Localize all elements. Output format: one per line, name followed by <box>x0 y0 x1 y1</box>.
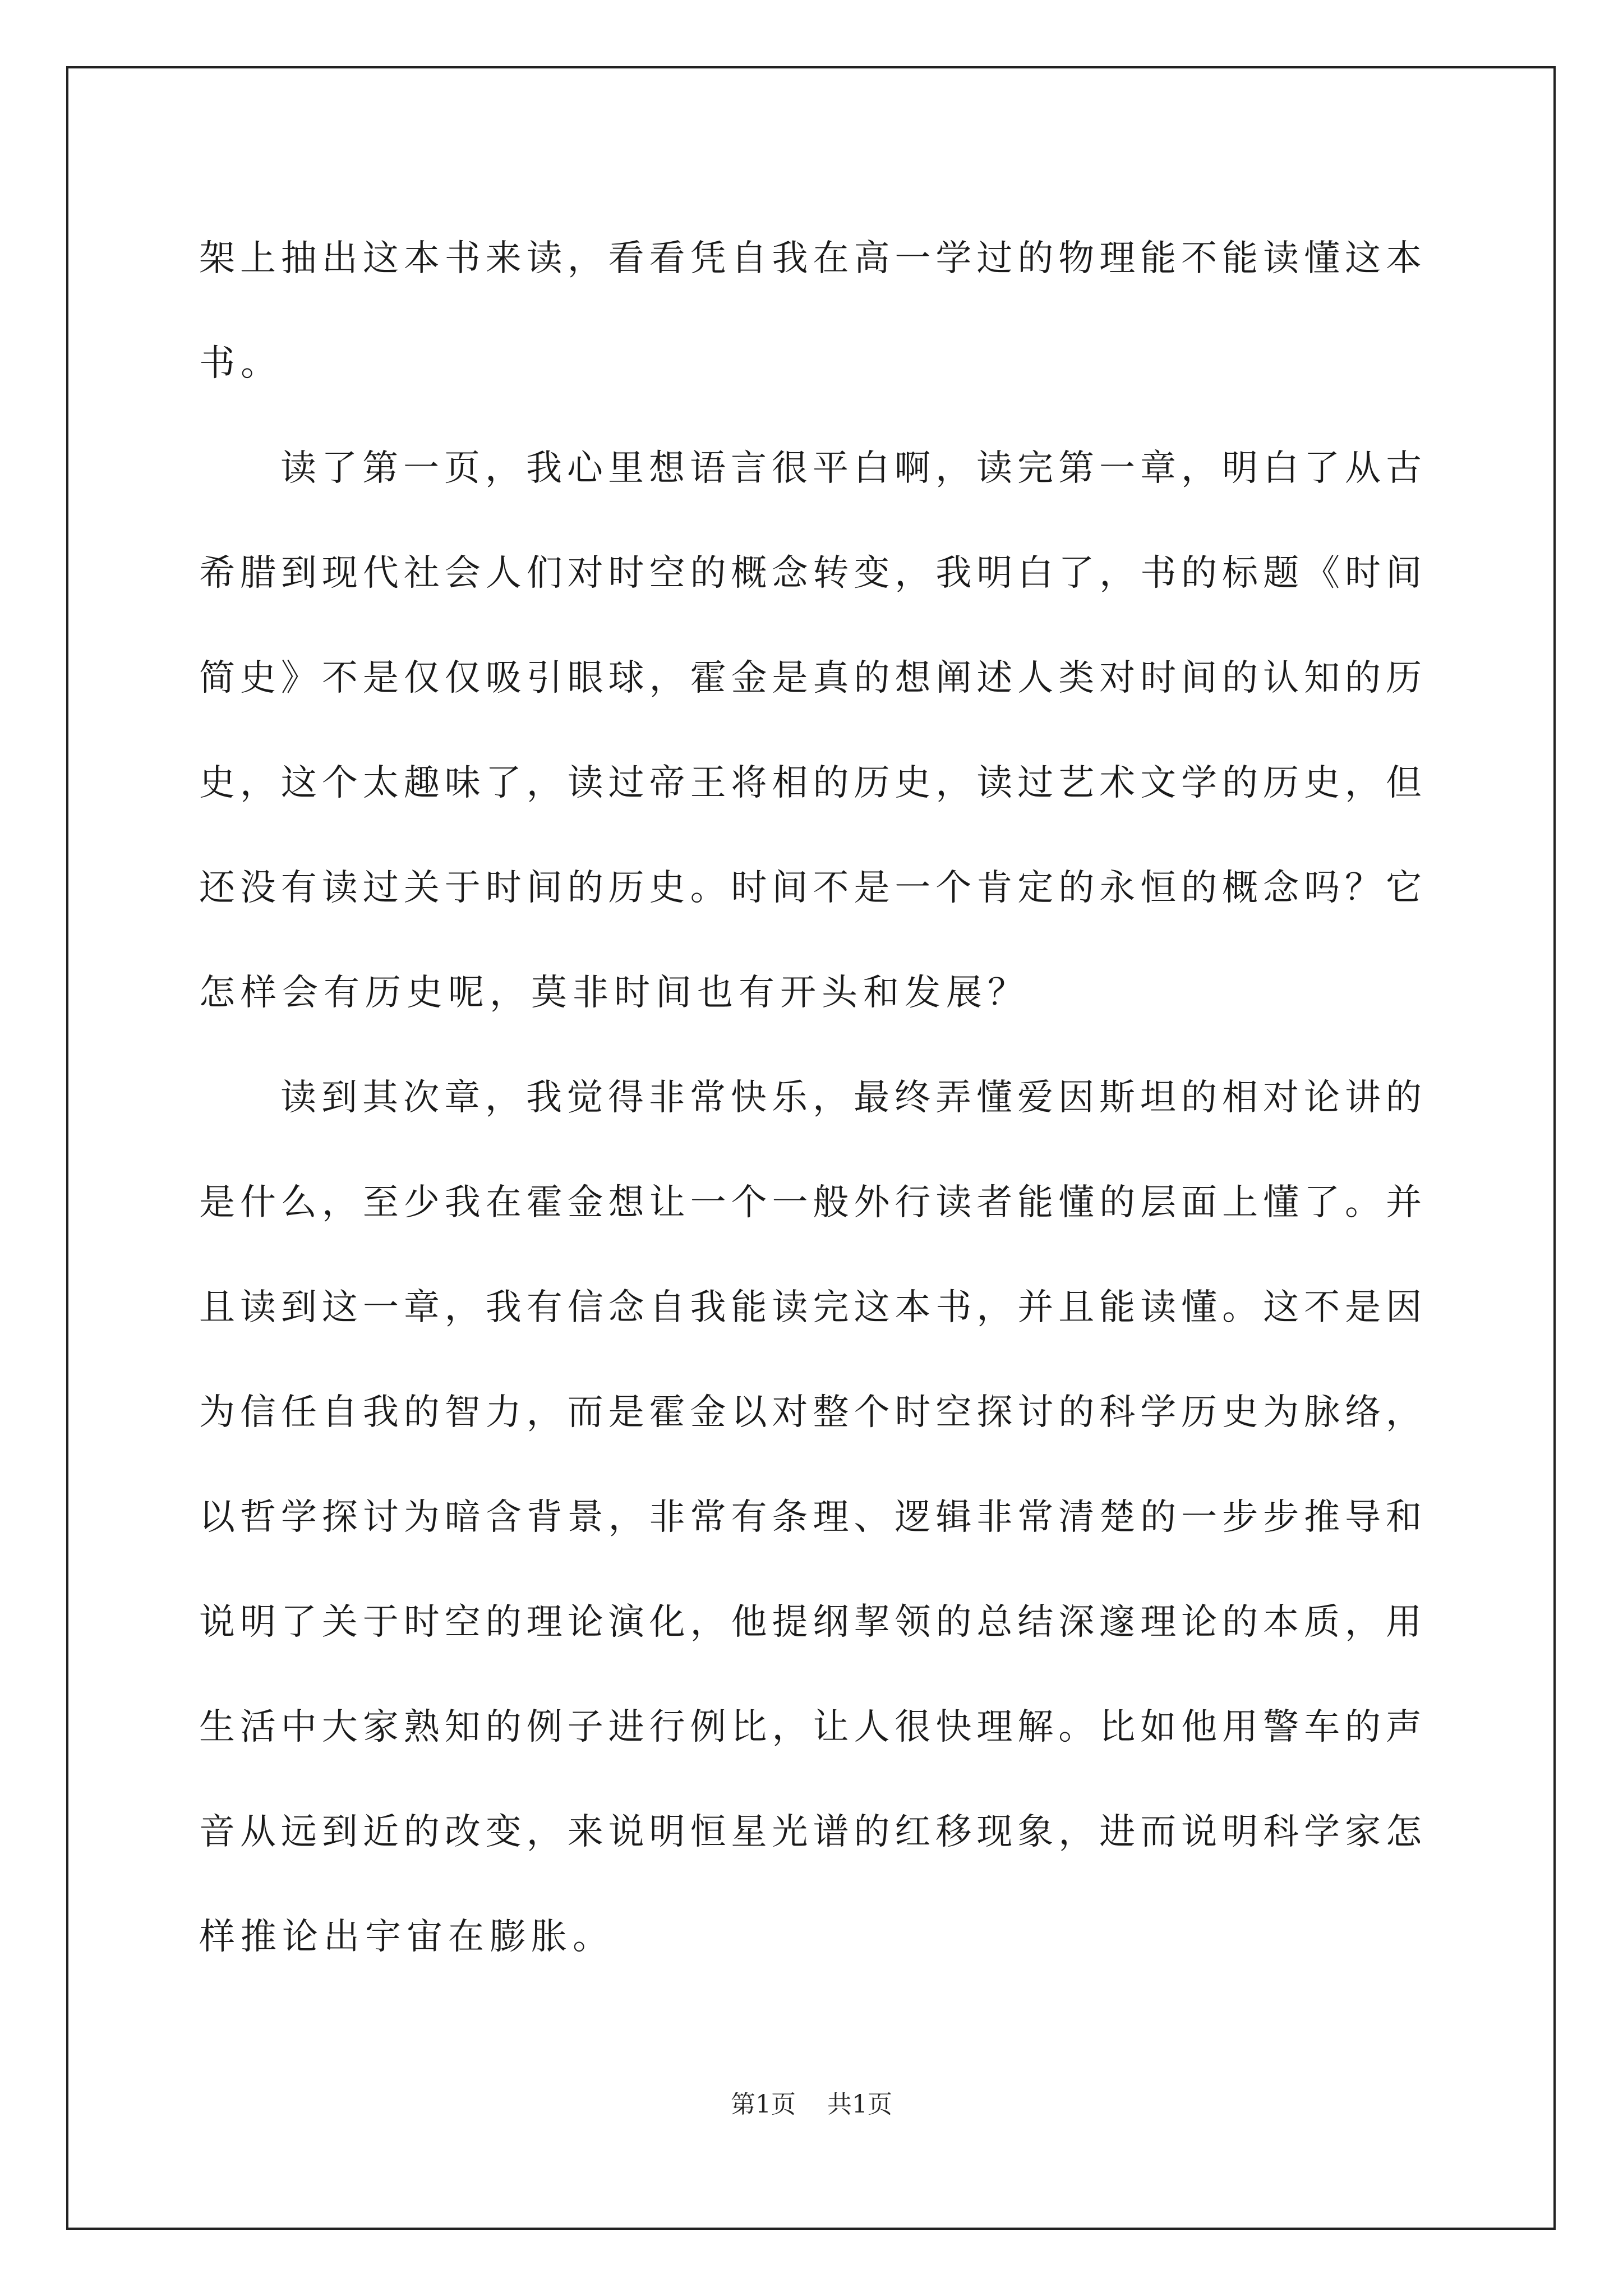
paragraph-line: 说明了关于时空的理论演化，他提纲挈领的总结深邃理论的本质，用 <box>199 1602 1422 1643</box>
paragraph-line: 还没有读过关于时间的历史。时间不是一个肯定的永恒的概念吗？它 <box>199 867 1422 909</box>
paragraph-line: 是什么，至少我在霍金想让一个一般外行读者能懂的层面上懂了。并 <box>199 1182 1422 1223</box>
paragraph-line: 为信任自我的智力，而是霍金以对整个时空探讨的科学历史为脉络， <box>199 1392 1422 1433</box>
paragraph-line: 样推论出宇宙在膨胀。 <box>199 1916 614 1958</box>
paragraph-line: 读到其次章，我觉得非常快乐，最终弄懂爱因斯坦的相对论讲的 <box>280 1077 1422 1119</box>
paragraph-line: 架上抽出这本书来读，看看凭自我在高一学过的物理能不能读懂这本 <box>199 238 1422 279</box>
paragraph-line: 以哲学探讨为暗含背景，非常有条理、逻辑非常清楚的一步步推导和 <box>199 1497 1422 1538</box>
paragraph-line: 史，这个太趣味了，读过帝王将相的历史，读过艺术文学的历史，但 <box>199 762 1422 804</box>
paragraph-line: 音从远到近的改变，来说明恒星光谱的红移现象，进而说明科学家怎 <box>199 1811 1422 1853</box>
paragraph-line: 读了第一页，我心里想语言很平白啊，读完第一章，明白了从古 <box>280 448 1422 489</box>
page-footer <box>0 2084 1623 2120</box>
document-body <box>199 206 1422 1990</box>
paragraph-line: 且读到这一章，我有信念自我能读完这本书，并且能读懂。这不是因 <box>199 1287 1422 1328</box>
paragraph-line: 简史》不是仅仅吸引眼球，霍金是真的想阐述人类对时间的认知的历 <box>199 657 1422 699</box>
page-number: 第1页 <box>731 2090 796 2119</box>
page-total: 共1页 <box>827 2090 892 2119</box>
paragraph-line: 怎样会有历史呢，莫非时间也有开头和发展？ <box>199 972 1029 1014</box>
paragraph-line: 希腊到现代社会人们对时空的概念转变，我明白了，书的标题《时间 <box>199 553 1422 594</box>
paragraph-line: 书。 <box>199 343 282 384</box>
paragraph-line: 生活中大家熟知的例子进行例比，让人很快理解。比如他用警车的声 <box>199 1706 1422 1748</box>
